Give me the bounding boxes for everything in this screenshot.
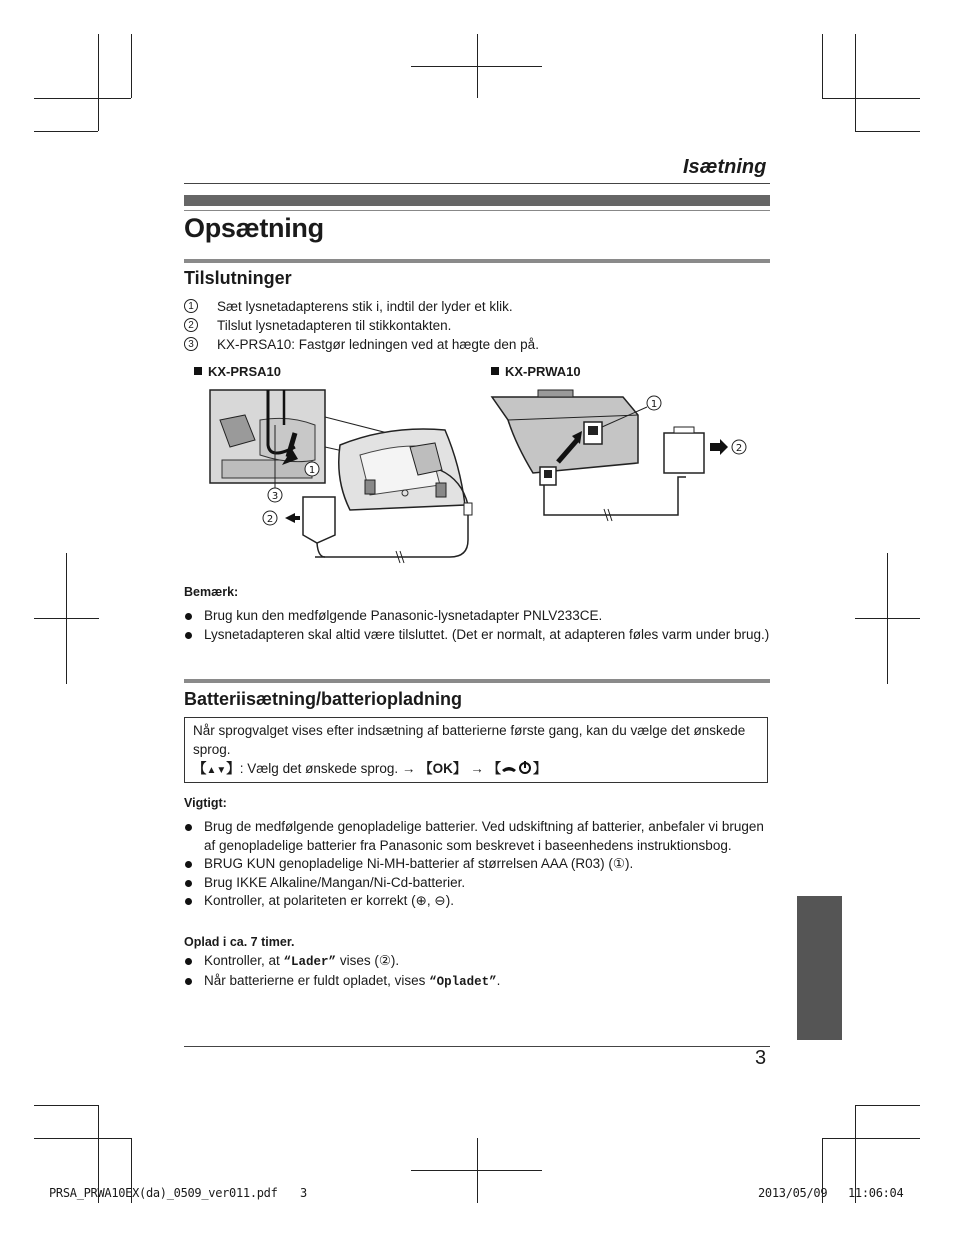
svg-text:2: 2 xyxy=(735,443,743,454)
page-number: 3 xyxy=(755,1047,767,1069)
note-heading: Bemærk: xyxy=(184,585,239,599)
connections-heading: Tilslutninger xyxy=(184,268,292,288)
important-list xyxy=(184,818,770,911)
title-underbar xyxy=(184,210,770,211)
model-label-left: KX-PRSA10 xyxy=(194,364,281,379)
language-info-box xyxy=(184,717,768,783)
display-text-lader: “Lader” xyxy=(283,955,337,969)
display-text-opladet: “Opladet” xyxy=(429,974,497,989)
important-item: Kontroller, at polariteten er korrekt (⊕, ⊖). xyxy=(184,892,770,911)
svg-text:2: 2 xyxy=(266,514,274,525)
battery-heading: Batteriisætning/batteriopladning xyxy=(184,689,463,709)
title-bar xyxy=(184,195,770,206)
footer-date: 2013/05/09 xyxy=(758,1186,828,1200)
connection-steps xyxy=(184,297,774,354)
step-item xyxy=(184,297,774,316)
arrow-icon: → xyxy=(470,761,484,776)
footer-sheet: 3 xyxy=(300,1186,307,1200)
model-label-right: KX-PRWA10 xyxy=(491,364,581,379)
off-key-icon: 【 】 xyxy=(487,761,547,776)
section-rule xyxy=(184,679,770,683)
language-instruction: 【▲▼】: Vælg det ønskede sprog. → 【OK】 → 【 】 xyxy=(193,761,547,776)
important-item: Brug IKKE Alkaline/Mangan/Ni-Cd-batterier. xyxy=(184,874,770,893)
step-text: KX-PRSA10: Fastgør ledningen ved at hægte den på. xyxy=(217,337,539,352)
important-heading: Vigtigt: xyxy=(184,796,227,810)
updown-key-icon: 【▲▼】 xyxy=(193,761,240,776)
step-number: 2 xyxy=(184,318,198,332)
important-item: Brug de medfølgende genopladelige batterier. Ved udskiftning af batterier, anbefaler vi brugen af genopladelige batterier fra Panasonic som beskrevet i baseenhedens instruktionsbog. xyxy=(184,818,770,855)
step-item xyxy=(184,316,774,335)
header-rule xyxy=(184,183,770,184)
note-item: Lysnetadapteren skal altid være tilsluttet. (Det er normalt, at adapteren føles varm under brug.) xyxy=(184,626,770,645)
footer-rule xyxy=(184,1046,770,1047)
step-item xyxy=(184,335,774,354)
section-rule xyxy=(184,259,770,263)
charge-item: Kontroller, at “Lader” vises (②). xyxy=(184,952,770,972)
side-tab xyxy=(797,896,842,1040)
step-text: Sæt lysnetadapterens stik i, indtil der lyder et klik. xyxy=(217,299,513,314)
charge-list xyxy=(184,952,770,991)
charge-item: Når batterierne er fuldt opladet, vises “Opladet”. xyxy=(184,972,770,992)
arrow-icon: → xyxy=(401,761,416,776)
svg-text:1: 1 xyxy=(650,399,658,410)
footer-time: 11:06:04 xyxy=(848,1186,904,1200)
base-unit-illustration xyxy=(488,385,758,525)
footer-file: PRSA_PRWA10EX(da)_0509_ver011.pdf xyxy=(49,1186,278,1200)
note-item: Brug kun den medfølgende Panasonic-lysnetadapter PNLV233CE. xyxy=(184,607,770,626)
charger-illustration xyxy=(200,385,490,565)
section-header: Isætning xyxy=(683,156,767,178)
step-number: 1 xyxy=(184,299,198,313)
svg-text:3: 3 xyxy=(271,491,279,502)
important-item: BRUG KUN genopladelige Ni-MH-batterier af størrelsen AAA (R03) (①). xyxy=(184,855,770,874)
charge-heading: Oplad i ca. 7 timer. xyxy=(184,935,295,949)
step-text: Tilslut lysnetadapteren til stikkontakten. xyxy=(217,318,452,333)
step-number: 3 xyxy=(184,337,198,351)
svg-text:1: 1 xyxy=(308,465,316,476)
language-info-text: Når sprogvalget vises efter indsætning af batterierne første gang, kan du vælge det ønskede sprog. xyxy=(193,723,746,757)
page-title: Opsætning xyxy=(184,213,324,243)
ok-key: 【OK】 xyxy=(419,761,467,776)
note-list xyxy=(184,607,770,644)
